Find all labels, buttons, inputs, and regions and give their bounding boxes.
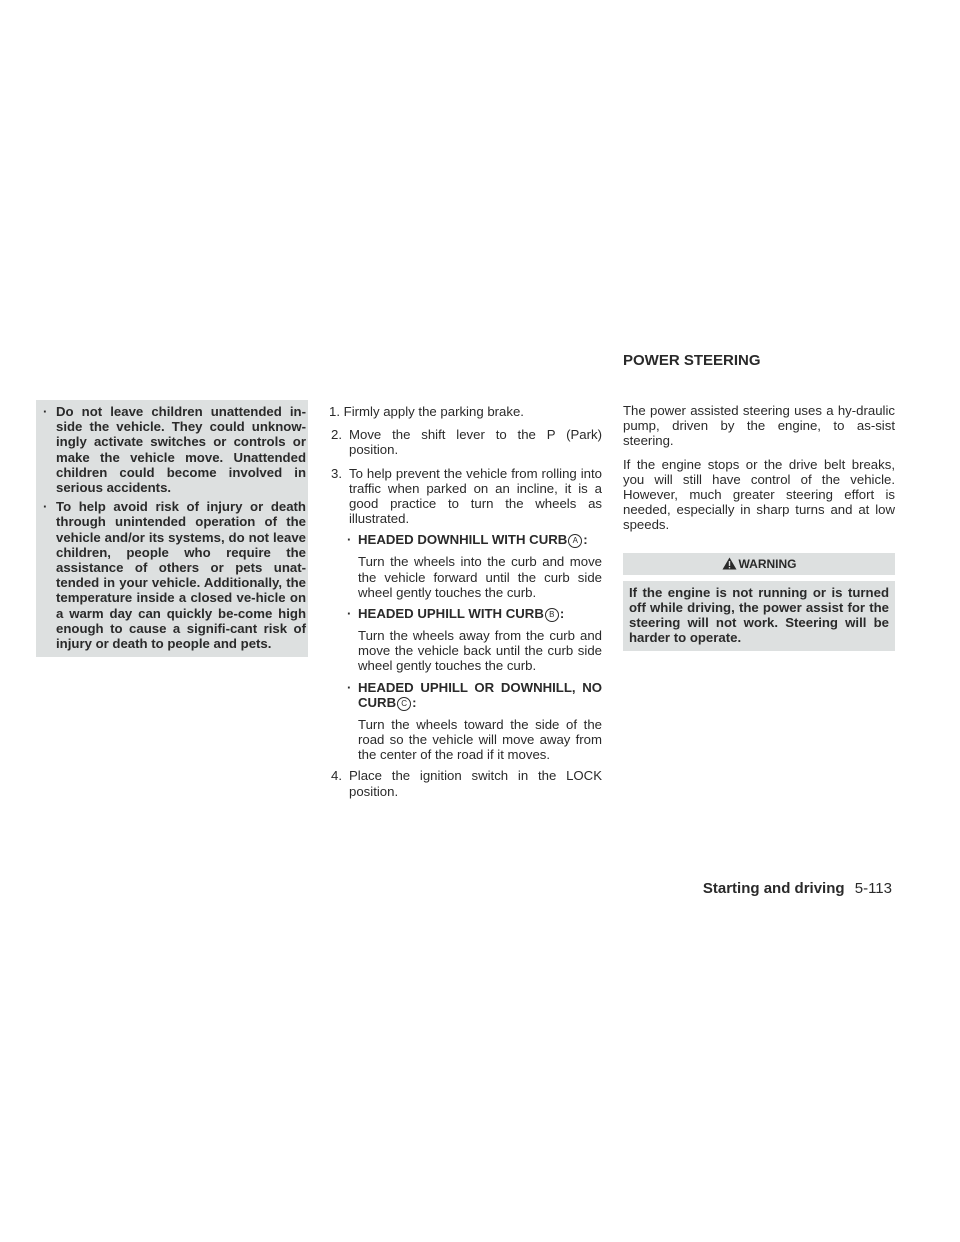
step-text: Place the ignition switch in the LOCK position. (349, 768, 602, 799)
warning-bullet-text: Do not leave children unattended in-side the vehicle. They could unknow-ingly activate switches or controls or make the vehicle move. Unattended children could become involved in serious accidents. (56, 404, 306, 496)
step-2 (329, 427, 602, 457)
substep-uphill-curb-heading: · HEADED UPHILL WITH CURB B : (347, 606, 565, 622)
bullet-dot: · (43, 499, 48, 515)
warning-header (623, 553, 895, 575)
step-number: 4. (331, 768, 342, 784)
step-text: Move the shift lever to the P (Park) position. (349, 427, 602, 458)
step-number: 3. (331, 465, 342, 481)
step-1: 1. Firmly apply the parking brake. (329, 404, 524, 419)
footer-page-number: 5-113 (854, 880, 892, 897)
page-footer (703, 880, 892, 897)
warning-triangle-icon (722, 555, 737, 577)
step-4 (329, 768, 602, 798)
step-number: 2. (331, 427, 342, 443)
step-3 (329, 466, 602, 527)
substep-downhill-curb-heading: · HEADED DOWNHILL WITH CURB A : (347, 532, 588, 548)
substep-no-curb-heading: · HEADED UPHILL OR DOWNHILL, NO CURB C : (347, 679, 602, 710)
substep-heading: HEADED UPHILL OR DOWNHILL, NO CURB (358, 679, 602, 710)
footer-section-name: Starting and driving (702, 880, 845, 897)
warning-label: WARNING (738, 556, 797, 571)
callout-a-marker: A (568, 534, 582, 548)
warning-bullet-injury (36, 499, 306, 651)
substep-no-curb-text: Turn the wheels toward the side of the road so the vehicle will move away from the center of the road if it moves. (358, 716, 602, 763)
bullet-dot: · (347, 532, 352, 548)
power-steering-paragraph-1: The power assisted steering uses a hy-draulic pump, driven by the engine, to as-sist steering. (623, 403, 895, 449)
step-text: To help prevent the vehicle from rolling into traffic when parked on an incline, it is a good practice to turn the wheels as illustrated. (349, 465, 602, 527)
bullet-dot: · (43, 404, 48, 419)
power-steering-warning-box: If the engine is not running or is turned off while driving, the power assist for the steering will not work. Steering will be harder to operate. (623, 581, 895, 652)
substep-downhill-curb-text: Turn the wheels into the curb and move the vehicle forward until the curb side wheel gently touches the curb. (358, 554, 602, 600)
substep-heading: HEADED UPHILL WITH CURB (358, 606, 544, 622)
child-safety-warning-box (36, 400, 308, 657)
substep-uphill-curb-text: Turn the wheels away from the curb and move the vehicle back until the curb side wheel gently touches the curb. (358, 628, 602, 674)
warning-bullet-children (36, 404, 306, 495)
section-title: POWER STEERING (623, 352, 761, 369)
callout-b-marker: B (545, 608, 559, 622)
callout-c-marker: C (397, 697, 411, 711)
substep-heading: HEADED DOWNHILL WITH CURB (358, 532, 568, 548)
bullet-dot: · (347, 606, 352, 622)
parking-steps (329, 404, 602, 807)
power-steering-section (623, 352, 895, 651)
warning-bullet-text: To help avoid risk of injury or death through unintended operation of the vehicle and/or its systems, do not leave children, people who require the assistance of others or pets unat-tended in your vehicle. Additionally, the temperature inside a closed ve-hicle on a warm day can quickly be-come high enough to cause a signifi-cant risk of injury or death to people and pets. (56, 499, 306, 652)
power-steering-paragraph-2: If the engine stops or the drive belt breaks, you will still have control of the vehicle. However, much greater steering effort is needed, especially in sharp turns and at low speeds. (623, 456, 895, 533)
bullet-dot: · (347, 679, 352, 695)
